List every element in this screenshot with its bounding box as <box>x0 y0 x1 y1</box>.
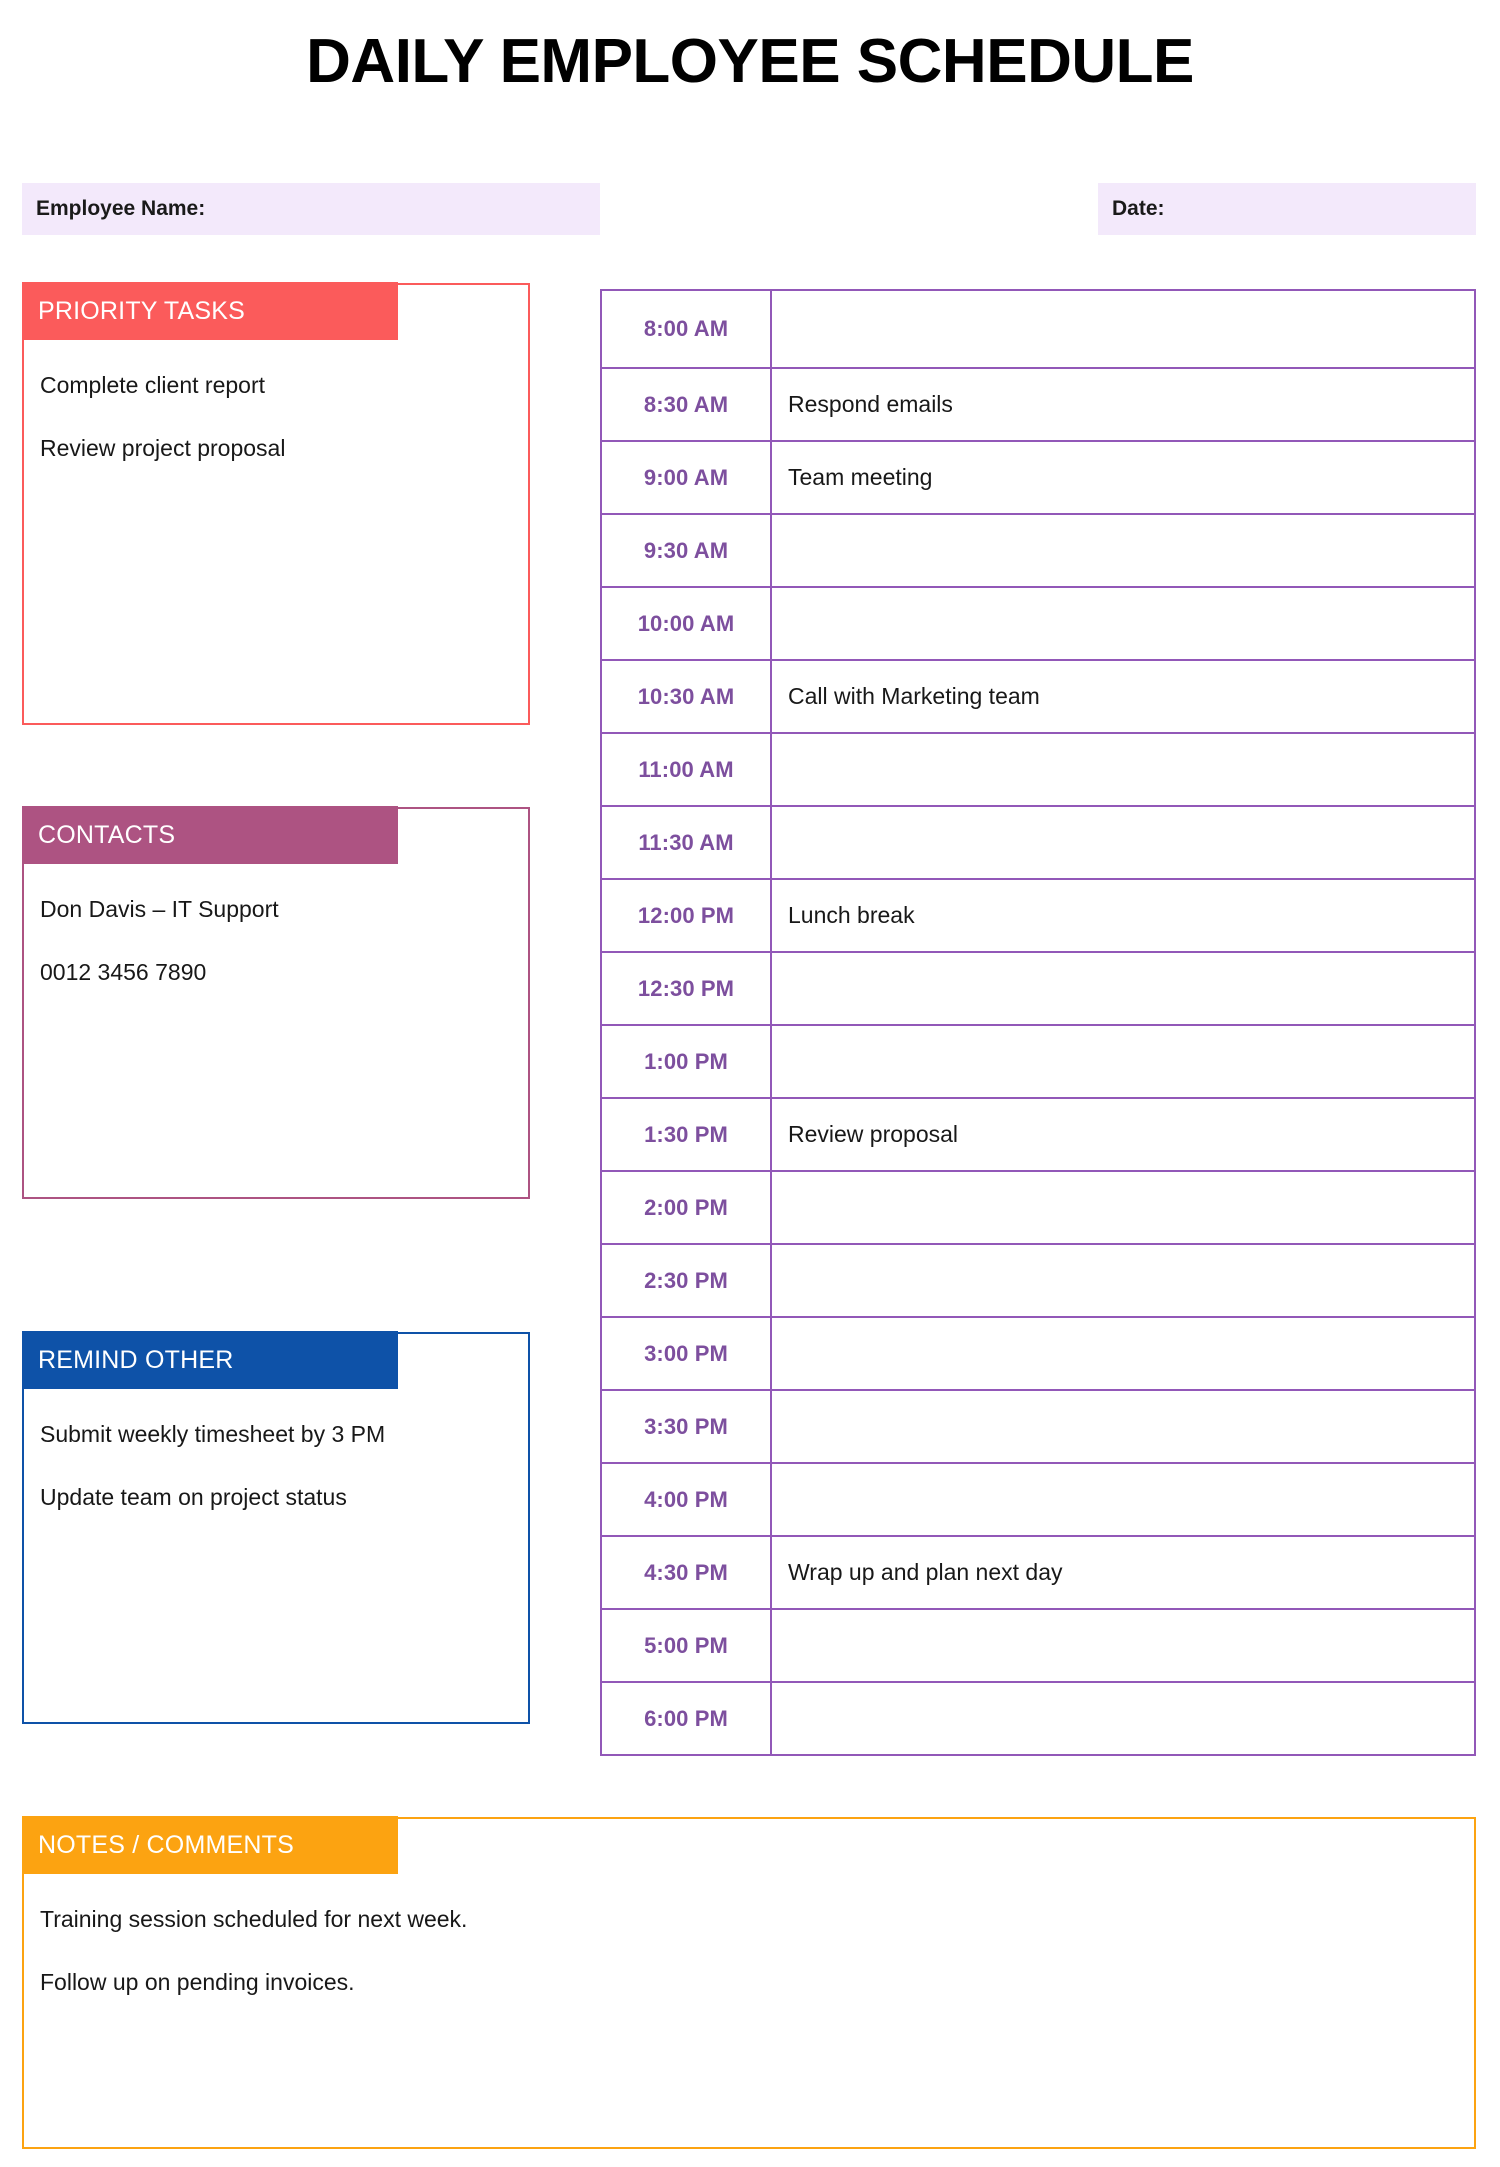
schedule-row <box>601 806 1475 879</box>
schedule-row <box>601 660 1475 733</box>
schedule-time-label: 3:30 PM <box>601 1390 771 1463</box>
schedule-task-cell[interactable] <box>771 1463 1475 1536</box>
remind-item: Update team on project status <box>40 1484 347 1510</box>
schedule-row <box>601 368 1475 441</box>
schedule-row <box>601 1025 1475 1098</box>
schedule-task-cell[interactable] <box>771 1244 1475 1317</box>
schedule-row <box>601 1317 1475 1390</box>
schedule-task-cell[interactable] <box>771 952 1475 1025</box>
remind-other-header <box>22 1331 398 1389</box>
schedule-time-label: 10:30 AM <box>601 660 771 733</box>
remind-other-title: REMIND OTHER <box>38 1345 234 1374</box>
priority-task-item: Review project proposal <box>40 435 286 461</box>
remind-other-content[interactable] <box>22 1389 530 1549</box>
remind-item: Submit weekly timesheet by 3 PM <box>40 1421 386 1447</box>
schedule-task-cell[interactable] <box>771 1390 1475 1463</box>
notes-comments-content[interactable] <box>22 1874 1476 2034</box>
schedule-time-label: 11:00 AM <box>601 733 771 806</box>
schedule-row <box>601 1244 1475 1317</box>
schedule-task-cell[interactable] <box>771 514 1475 587</box>
employee-name-label: Employee Name: <box>36 197 206 220</box>
schedule-time-label: 12:00 PM <box>601 879 771 952</box>
schedule-task-cell[interactable] <box>771 290 1475 368</box>
schedule-task-cell[interactable] <box>771 1171 1475 1244</box>
schedule-time-label: 11:30 AM <box>601 806 771 879</box>
priority-tasks-header <box>22 282 398 340</box>
contact-item: Don Davis – IT Support <box>40 896 279 922</box>
schedule-time-label: 6:00 PM <box>601 1682 771 1755</box>
date-field[interactable] <box>1098 183 1476 235</box>
schedule-task-cell[interactable] <box>771 806 1475 879</box>
schedule-task-cell[interactable] <box>771 1682 1475 1755</box>
schedule-task-cell[interactable]: Call with Marketing team <box>771 660 1475 733</box>
schedule-row <box>601 587 1475 660</box>
schedule-row <box>601 952 1475 1025</box>
contact-item: 0012 3456 7890 <box>40 959 207 985</box>
priority-task-item: Complete client report <box>40 372 265 398</box>
schedule-task-cell[interactable] <box>771 1317 1475 1390</box>
contacts-content[interactable] <box>22 864 530 1024</box>
schedule-task-cell[interactable] <box>771 733 1475 806</box>
page-title: DAILY EMPLOYEE SCHEDULE <box>306 27 1194 96</box>
notes-comments-header <box>22 1816 398 1874</box>
schedule-row <box>601 1098 1475 1171</box>
schedule-time-label: 2:00 PM <box>601 1171 771 1244</box>
schedule-row <box>601 441 1475 514</box>
schedule-time-label: 12:30 PM <box>601 952 771 1025</box>
employee-name-field[interactable] <box>22 183 600 235</box>
schedule-row <box>601 1536 1475 1609</box>
schedule-time-label: 10:00 AM <box>601 587 771 660</box>
contacts-title: CONTACTS <box>38 820 176 849</box>
schedule-task-cell[interactable]: Team meeting <box>771 441 1475 514</box>
schedule-time-label: 1:00 PM <box>601 1025 771 1098</box>
schedule-row <box>601 879 1475 952</box>
date-label: Date: <box>1112 197 1165 220</box>
schedule-task-cell[interactable] <box>771 1025 1475 1098</box>
schedule-task-cell[interactable]: Wrap up and plan next day <box>771 1536 1475 1609</box>
schedule-table[interactable] <box>600 289 1476 1756</box>
schedule-time-label: 2:30 PM <box>601 1244 771 1317</box>
schedule-time-label: 8:00 AM <box>601 290 771 368</box>
schedule-time-label: 9:30 AM <box>601 514 771 587</box>
schedule-row <box>601 514 1475 587</box>
schedule-time-label: 1:30 PM <box>601 1098 771 1171</box>
schedule-row <box>601 1609 1475 1682</box>
schedule-task-cell[interactable]: Respond emails <box>771 368 1475 441</box>
schedule-row <box>601 733 1475 806</box>
schedule-row <box>601 290 1475 368</box>
schedule-time-label: 8:30 AM <box>601 368 771 441</box>
schedule-row <box>601 1171 1475 1244</box>
schedule-row <box>601 1463 1475 1536</box>
schedule-time-label: 4:00 PM <box>601 1463 771 1536</box>
schedule-task-cell[interactable] <box>771 1609 1475 1682</box>
priority-tasks-title: PRIORITY TASKS <box>38 296 246 325</box>
schedule-task-cell[interactable]: Lunch break <box>771 879 1475 952</box>
schedule-row <box>601 1682 1475 1755</box>
schedule-time-label: 4:30 PM <box>601 1536 771 1609</box>
note-item: Training session scheduled for next week. <box>40 1906 468 1932</box>
notes-comments-title: NOTES / COMMENTS <box>38 1830 294 1859</box>
note-item: Follow up on pending invoices. <box>40 1969 355 1995</box>
schedule-time-label: 3:00 PM <box>601 1317 771 1390</box>
schedule-task-cell[interactable]: Review proposal <box>771 1098 1475 1171</box>
schedule-row <box>601 1390 1475 1463</box>
contacts-header <box>22 806 398 864</box>
schedule-time-label: 5:00 PM <box>601 1609 771 1682</box>
schedule-task-cell[interactable] <box>771 587 1475 660</box>
schedule-time-label: 9:00 AM <box>601 441 771 514</box>
priority-tasks-content[interactable] <box>22 340 530 500</box>
